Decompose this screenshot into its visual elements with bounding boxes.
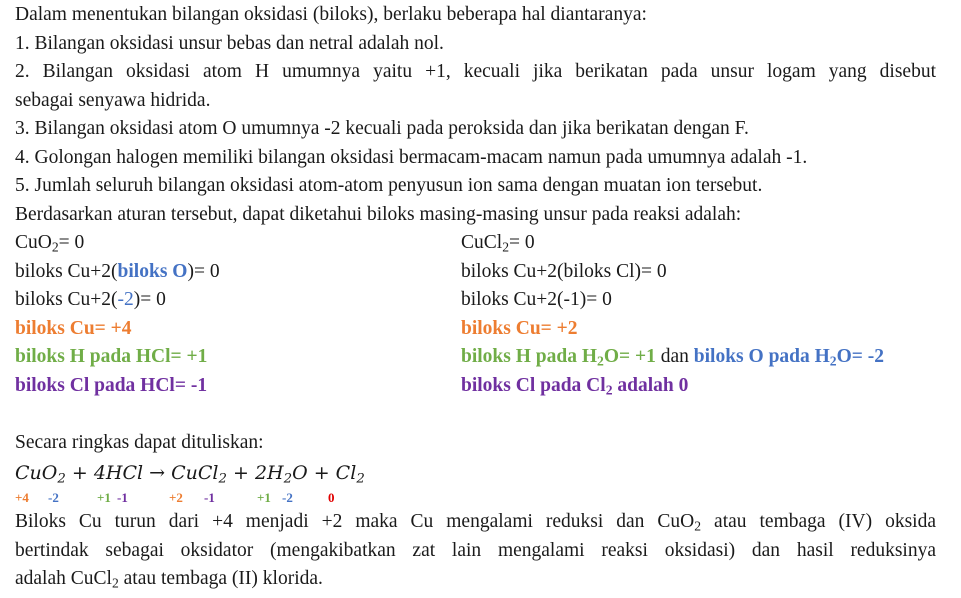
right-result-cl2: biloks Cl pada $Cl_2$ adalah 0 [461, 375, 689, 398]
reaction-equation: CuO$_2$ + 4HCl → CuCl$_2$ + $2H_2O + Cl_2$ [15, 462, 365, 487]
conclusion-line-1: Biloks Cu turun dari +4 menjadi +2 maka Cu mengalami reduksi dan CuO$_2$ atau tembaga (IV) oksida [15, 511, 936, 534]
left-result-cu: biloks Cu= +4 [15, 318, 132, 339]
ox-cl-cucl2: -1 [204, 490, 215, 505]
right-eq-biloks-cl: biloks Cu+2(biloks Cl)= 0 [461, 261, 667, 282]
right-eq-cucl2: CuCl$_2$= 0 [461, 232, 535, 255]
ox-cl-hcl: -1 [117, 490, 128, 505]
rule-2-cont: sebagai senyawa hidrida. [15, 90, 211, 111]
rule-1: 1. Bilangan oksidasi unsur bebas dan netral adalah nol. [15, 33, 444, 54]
ox-o-cuo2: -2 [48, 490, 59, 505]
rule-3: 3. Bilangan oksidasi atom O umumnya -2 kecuali pada peroksida dan jika berikatan dengan F. [15, 118, 749, 139]
right-result-h-o: biloks H pada $H_2O= +1$ dan biloks O pada $H_2O= -2$ [461, 346, 885, 369]
right-result-cu: biloks Cu= +2 [461, 318, 578, 339]
right-eq-minus1: biloks Cu+2(-1)= 0 [461, 289, 612, 310]
summary-intro: Secara ringkas dapat dituliskan: [15, 432, 264, 453]
ox-o-h2o: -2 [282, 490, 293, 505]
rule-2: 2. Bilangan oksidasi atom H umumnya yaitu +1, kecuali jika berikatan pada unsur logam yang disebut [15, 61, 936, 82]
ox-cl-cl2: 0 [328, 490, 335, 505]
conclusion-paragraph [15, 508, 936, 594]
ox-h-h2o: +1 [257, 490, 271, 505]
lead-text: Berdasarkan aturan tersebut, dapat diketahui biloks masing-masing unsur pada reaksi adalah: [15, 204, 742, 225]
left-result-h: biloks H pada HCl= +1 [15, 346, 208, 367]
rule-5: 5. Jumlah seluruh bilangan oksidasi atom-atom penyusun ion sama dengan muatan ion tersebut. [15, 175, 763, 196]
intro-text: Dalam menentukan bilangan oksidasi (biloks), berlaku beberapa hal diantaranya: [15, 4, 647, 25]
conclusion-line-3: adalah CuCl$_2$ atau tembaga (II) klorida. [15, 568, 323, 591]
conclusion-line-2: bertindak sebagai oksidator (mengakibatkan zat lain mengalami reaksi oksidasi) dan hasil reduksinya [15, 539, 936, 561]
left-eq-cuo2: CuO$_2$= 0 [15, 232, 85, 255]
left-eq-minus2: biloks Cu+2(-2)= 0 [15, 289, 166, 310]
ox-cu-cuo2: +4 [15, 490, 29, 505]
left-eq-biloks-o: biloks Cu+2(biloks O)= 0 [15, 261, 220, 282]
left-result-cl: biloks Cl pada HCl= -1 [15, 375, 208, 396]
ox-h-hcl: +1 [97, 490, 111, 505]
ox-cu-cucl2: +2 [169, 490, 183, 505]
rule-4: 4. Golongan halogen memiliki bilangan oksidasi bermacam-macam namun pada umumnya adalah -1. [15, 147, 808, 168]
